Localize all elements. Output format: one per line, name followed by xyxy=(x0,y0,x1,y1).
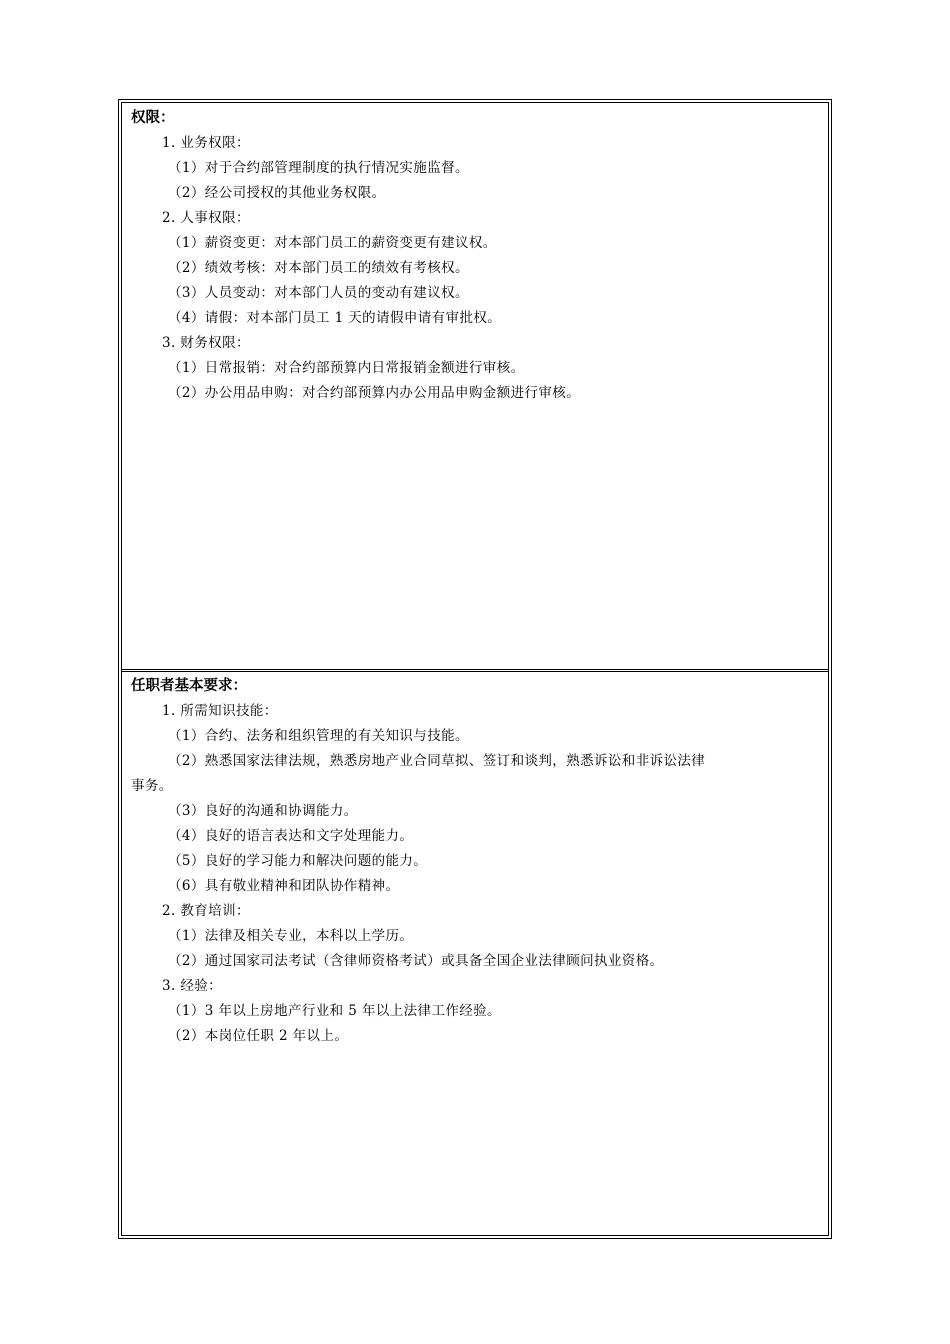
form-table xyxy=(118,99,832,1239)
requirements-line: 2. 教育培训： xyxy=(162,903,250,919)
authority-section xyxy=(122,103,828,669)
authority-line: 1. 业务权限： xyxy=(162,135,250,151)
requirements-line: （1）3 年以上房地产行业和 5 年以上法律工作经验。 xyxy=(168,1003,501,1019)
authority-line: （1）日常报销：对合约部预算内日常报销金额进行审核。 xyxy=(168,360,525,376)
authority-line: （2）经公司授权的其他业务权限。 xyxy=(168,185,386,201)
requirements-line: （5）良好的学习能力和解决问题的能力。 xyxy=(168,853,428,869)
requirements-line: （1）法律及相关专业，本科以上学历。 xyxy=(168,928,414,944)
requirements-section xyxy=(122,672,828,1235)
requirements-line: 事务。 xyxy=(131,778,173,794)
requirements-line: 1. 所需知识技能： xyxy=(162,703,278,719)
requirements-line: （6）具有敬业精神和团队协作精神。 xyxy=(168,878,400,894)
requirements-line: （2）通过国家司法考试（含律师资格考试）或具备全国企业法律顾问执业资格。 xyxy=(168,953,664,969)
requirements-line: （4）良好的语言表达和文字处理能力。 xyxy=(168,828,414,844)
authority-line: （3）人员变动：对本部门人员的变动有建议权。 xyxy=(168,285,469,301)
authority-line: （2）绩效考核：对本部门员工的绩效有考核权。 xyxy=(168,260,469,276)
authority-line: 2. 人事权限： xyxy=(162,210,250,226)
authority-line: （2）办公用品申购：对合约部预算内办公用品申购金额进行审核。 xyxy=(168,385,581,401)
authority-line: 3. 财务权限： xyxy=(162,335,250,351)
authority-line: （1）薪资变更：对本部门员工的薪资变更有建议权。 xyxy=(168,235,497,251)
requirements-line: （2）本岗位任职 2 年以上。 xyxy=(168,1028,349,1044)
requirements-line: 3. 经验： xyxy=(162,978,223,994)
authority-line: （1）对于合约部管理制度的执行情况实施监督。 xyxy=(168,160,469,176)
requirements-line: （3）良好的沟通和协调能力。 xyxy=(168,803,358,819)
requirements-heading: 任职者基本要求： xyxy=(131,678,247,694)
authority-heading: 权限： xyxy=(131,110,175,126)
requirements-line: （2）熟悉国家法律法规，熟悉房地产业合同草拟、签订和谈判，熟悉诉讼和非诉讼法律 xyxy=(168,753,706,769)
authority-line: （4）请假：对本部门员工 1 天的请假申请有审批权。 xyxy=(168,310,502,326)
requirements-line: （1）合约、法务和组织管理的有关知识与技能。 xyxy=(168,728,469,744)
form-table-inner xyxy=(121,102,829,1236)
